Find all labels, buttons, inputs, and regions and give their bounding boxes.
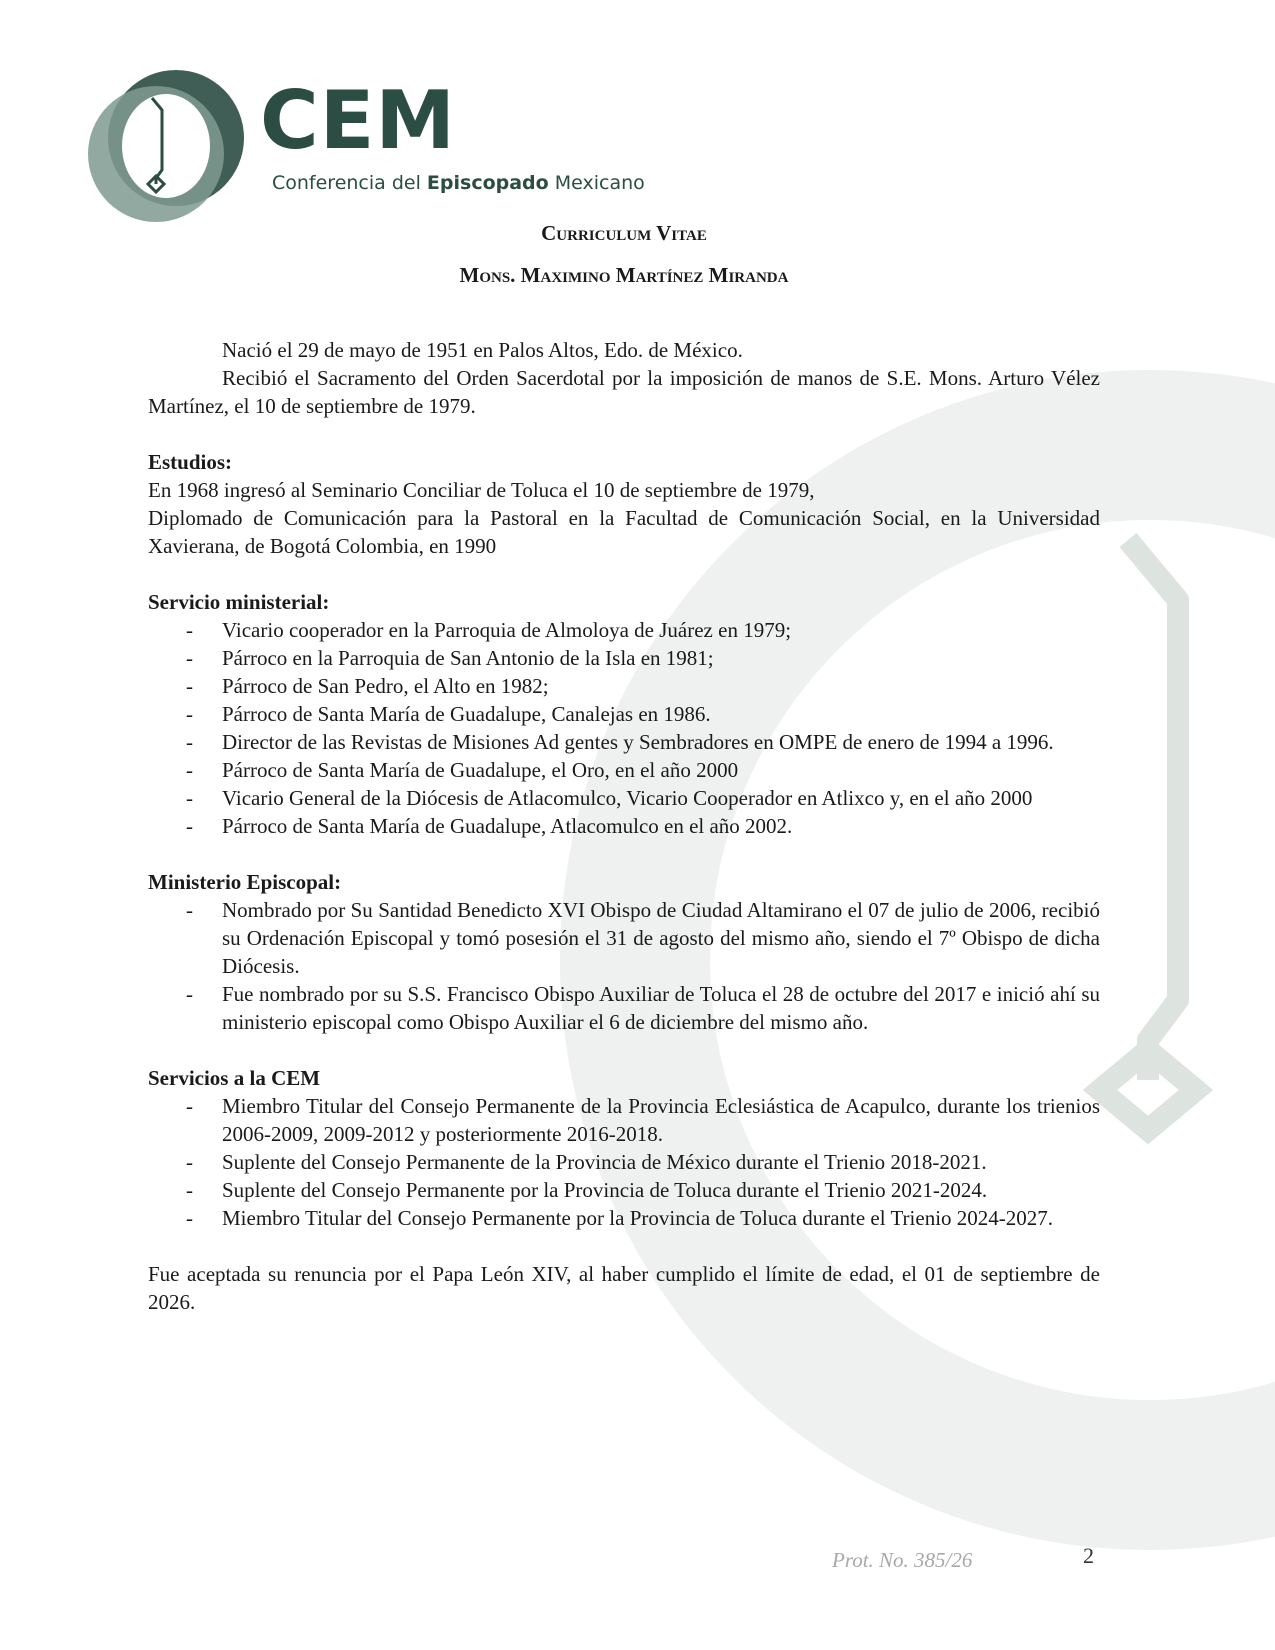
list-item: - Párroco de Santa María de Guadalupe, Canalejas en 1986. [148, 700, 1100, 728]
list-item: - Párroco de San Pedro, el Alto en 1982; [148, 672, 1100, 700]
document-title: Curriculum Vitae [541, 221, 707, 245]
list-item: - Miembro Titular del Consejo Permanente por la Provincia de Toluca durante el Trienio 2024-2027. [148, 1204, 1100, 1232]
cem-logo [88, 66, 648, 226]
logo-subtitle-pre: Conferencia del [272, 172, 427, 194]
section-title-cem: Servicios a la CEM [148, 1066, 321, 1090]
estudios-line: Diplomado de Comunicación para la Pastoral en la Facultad de Comunicación Social, en la Universidad Xavierana, de Bogotá Colombia, en 1990 [148, 506, 1100, 558]
page-number: 2 [1083, 1543, 1094, 1568]
list-item: - Vicario General de la Diócesis de Atlacomulco, Vicario Cooperador en Atlixco y, en el año 2000 [148, 784, 1100, 812]
servicio-list [148, 616, 1100, 840]
logo-title: CEM [260, 74, 456, 167]
document-body [148, 220, 1100, 1316]
intro-birth: Nació el 29 de mayo de 1951 en Palos Altos, Edo. de México. [222, 338, 743, 362]
closing-paragraph: Fue aceptada su renuncia por el Papa León XIV, al haber cumplido el límite de edad, el 01 de septiembre de 2026. [148, 1262, 1100, 1314]
list-item: - Suplente del Consejo Permanente por la Provincia de Toluca durante el Trienio 2021-2024. [148, 1176, 1100, 1204]
section-title-ministerio: Ministerio Episcopal: [148, 870, 342, 894]
list-item: - Párroco de Santa María de Guadalupe, el Oro, en el año 2000 [148, 756, 1100, 784]
intro-ordination: Recibió el Sacramento del Orden Sacerdotal por la imposición de manos de S.E. Mons. Arturo Vélez Martínez, el 10 de septiembre de 1979. [148, 366, 1100, 418]
list-item: - Fue nombrado por su S.S. Francisco Obispo Auxiliar de Toluca el 28 de octubre del 2017 e inició ahí su ministerio episcopal como Obispo Auxiliar el 6 de diciembre del mismo año. [148, 980, 1100, 1036]
logo-subtitle-post: Mexicano [548, 172, 645, 194]
logo-subtitle-bold: Episcopado [426, 172, 549, 194]
estudios-line: En 1968 ingresó al Seminario Conciliar de Toluca el 10 de septiembre de 1979, [148, 478, 815, 502]
section-title-estudios: Estudios: [148, 450, 233, 474]
list-item: - Párroco en la Parroquia de San Antonio de la Isla en 1981; [148, 644, 1100, 672]
cem-list [148, 1092, 1100, 1232]
protocol-number: Prot. No. 385/26 [832, 1548, 973, 1572]
person-name: Mons. Maximino Martínez Miranda [459, 263, 789, 287]
list-item: - Párroco de Santa María de Guadalupe, Atlacomulco en el año 2002. [148, 812, 1100, 840]
section-title-servicio: Servicio ministerial: [148, 590, 330, 614]
list-item: - Director de las Revistas de Misiones Ad gentes y Sembradores en OMPE de enero de 1994 a 1996. [148, 728, 1100, 756]
list-item: - Miembro Titular del Consejo Permanente de la Provincia Eclesiástica de Acapulco, durante los trienios 2006-2009, 2009-2012 y posteriormente 2016-2018. [148, 1092, 1100, 1148]
ministerio-list [148, 896, 1100, 1036]
cem-emblem-icon [88, 66, 248, 226]
list-item: - Vicario cooperador en la Parroquia de Almoloya de Juárez en 1979; [148, 616, 1100, 644]
logo-subtitle [272, 171, 645, 195]
list-item: - Nombrado por Su Santidad Benedicto XVI Obispo de Ciudad Altamirano el 07 de julio de 2006, recibió su Ordenación Episcopal y tomó posesión el 31 de agosto del mismo año, siendo el 7º Obispo de dicha Diócesis. [148, 896, 1100, 980]
list-item: - Suplente del Consejo Permanente de la Provincia de México durante el Trienio 2018-2021. [148, 1148, 1100, 1176]
